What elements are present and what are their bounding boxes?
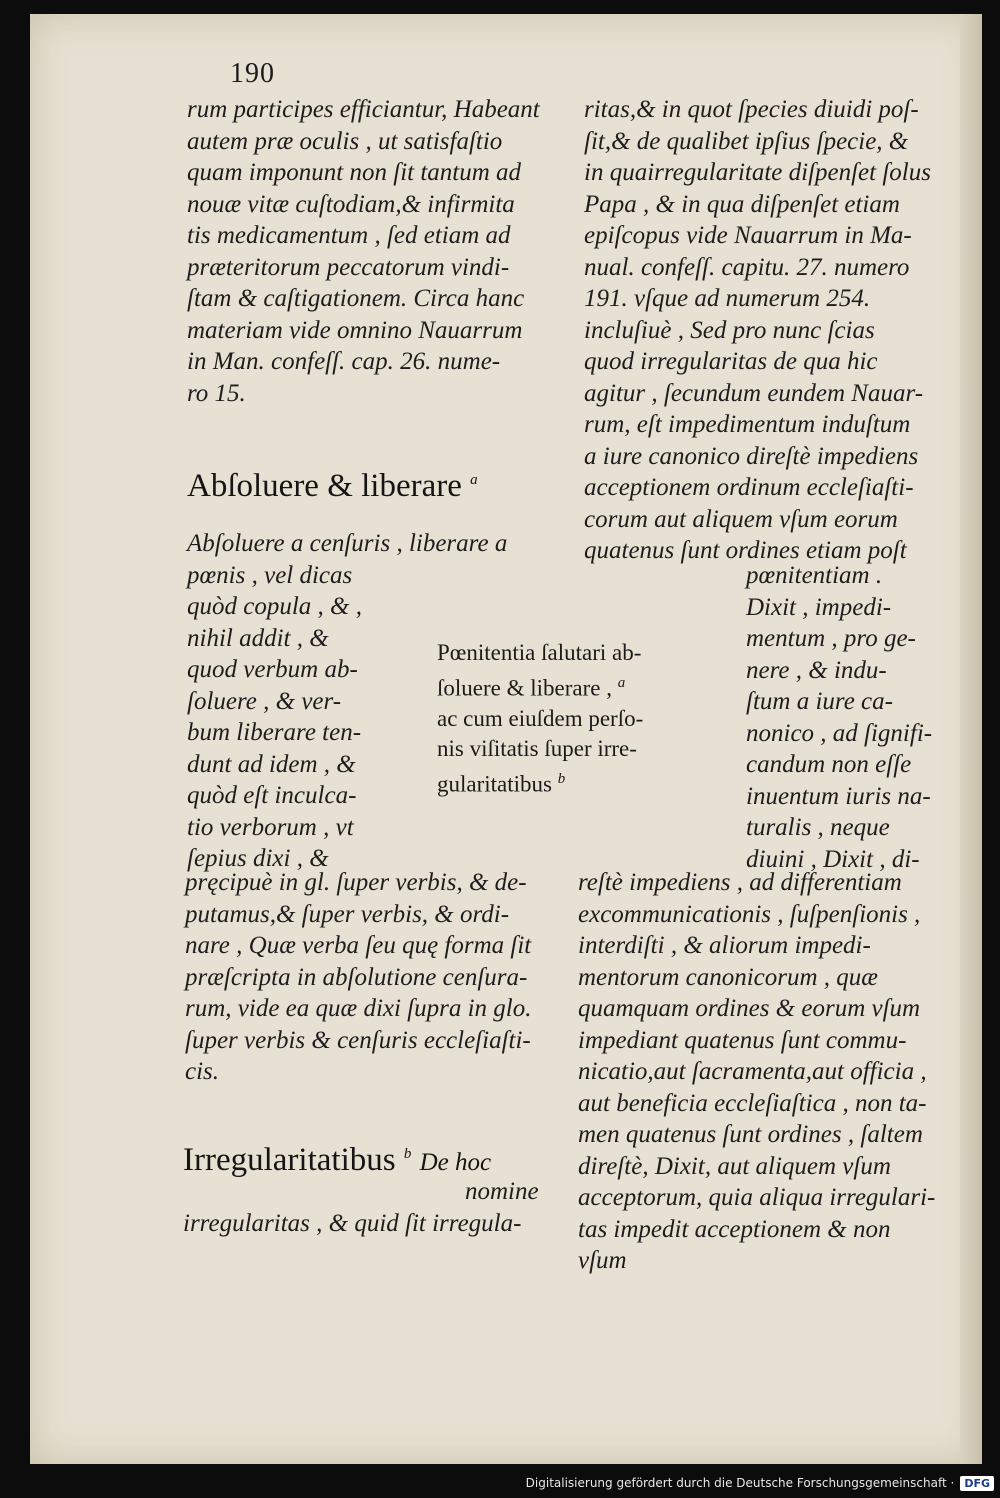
heading2-continuation <box>183 1176 539 1239</box>
text-line: Papa , & in qua diſpenſet etiam <box>584 190 900 218</box>
continuation-line: nomine <box>465 1178 539 1205</box>
gloss-mark-b: b <box>557 770 566 787</box>
right-column-top <box>584 94 949 567</box>
text-line: autem præ oculis , ut satisfaſtio <box>187 127 503 155</box>
gloss-line: Pœnitentia ſalutari ab- <box>437 640 642 665</box>
left-block-low <box>185 867 532 1088</box>
page-edge <box>960 14 982 1464</box>
text-line: agitur , ſecundum eundem Nauar- <box>584 379 924 407</box>
text-line: mentorum canonicorum , quæ <box>578 963 878 991</box>
text-line: in Man. confeſſ. cap. 26. nume- <box>187 348 501 375</box>
text-line: acceptorum, quia aliqua irregulari- <box>578 1184 936 1211</box>
gloss-line: gularitatibus $^b$ <box>437 770 566 797</box>
gloss-mark-a: a <box>617 675 626 691</box>
text-line: nare , Quæ verba ſeu quę forma ſit <box>185 932 532 959</box>
text-line: excommunicationis , ſuſpenſionis , <box>578 900 921 928</box>
heading-tail: De hoc <box>419 1149 492 1176</box>
text-line: tio verborum , vt <box>187 813 354 841</box>
footer-text: Digitalisierung gefördert durch die Deutsche Forschungsgemeinschaft · <box>525 1476 955 1490</box>
footnote-mark-b: b <box>403 1146 412 1162</box>
text-line: præſcripta in abſolutione cenſura- <box>185 963 528 991</box>
text-line: incluſiuè , Sed pro nunc ſcias <box>584 316 875 344</box>
text-line: vſum <box>578 1247 627 1274</box>
text-line: Dixit , impedi- <box>746 593 892 621</box>
text-line: ſit,& de qualibet ipſius ſpecie, & <box>584 127 909 155</box>
text-line: nual. confeſſ. capitu. 27. numero <box>584 253 910 281</box>
text-line: impediant quatenus ſunt commu- <box>578 1026 907 1054</box>
heading-irregularitatibus <box>183 1142 491 1179</box>
text-line: pręcipuè in gl. ſuper verbis, & de- <box>185 869 527 896</box>
text-line: ritas,& in quot ſpecies diuidi poſ- <box>584 96 919 123</box>
text-line: bum liberare ten- <box>187 719 362 746</box>
text-line: præteritorum peccatorum vindi- <box>187 253 510 281</box>
text-line: reſtè impediens , ad differentiam <box>578 869 902 896</box>
text-line: quamquam ordines & eorum vſum <box>578 995 921 1022</box>
text-line: nere , & indu- <box>746 656 887 684</box>
text-line: ſuper verbis & cenſuris eccleſiaſti- <box>185 1026 531 1054</box>
text-line: nouæ vitæ cuſtodiam,& infirmita <box>187 190 515 218</box>
footer-credit <box>526 1472 994 1494</box>
left-column-top <box>187 94 557 409</box>
text-line: quod verbum ab- <box>187 656 358 683</box>
heading-absoluere-text: Abſoluere & liberare <box>187 468 462 504</box>
text-line: acceptionem ordinum eccleſiaſti- <box>584 474 914 501</box>
heading-absoluere <box>187 468 478 505</box>
text-line: ſtam & caſtigationem. Circa hanc <box>187 285 525 312</box>
text-line: quòd copula , & , <box>187 593 362 620</box>
text-line: 191. vſque ad numerum 254. <box>584 285 871 312</box>
text-line: aut beneficia eccleſiaſtica , non ta- <box>578 1089 927 1117</box>
text-line: pœnis , vel dicas <box>187 561 353 589</box>
dfg-logo: DFG <box>960 1476 994 1491</box>
text-line: dunt ad idem , & <box>187 750 356 778</box>
text-line: quam imponunt non ſit tantum ad <box>187 159 522 186</box>
text-line: ro 15. <box>187 379 246 407</box>
text-line: ſtum a iure ca- <box>746 688 893 715</box>
text-line: rum, eſt impedimentum induſtum <box>584 411 911 438</box>
text-line: rum participes efficiantur, Habeant <box>187 96 540 123</box>
text-line: mentum , pro ge- <box>746 625 916 652</box>
text-line: corum aut aliquem vſum eorum <box>584 505 898 533</box>
text-line: materiam vide omnino Nauarrum <box>187 316 523 344</box>
right-block-low <box>578 867 935 1277</box>
text-line: tis medicamentum , ſed etiam ad <box>187 222 511 249</box>
gloss-line: ſoluere & liberare , $^a$ <box>437 675 626 701</box>
gloss-line: nis viſitatis ſuper irre- <box>437 735 637 761</box>
text-line: quatenus ſunt ordines etiam poſt <box>584 537 907 564</box>
text-line: rum, vide ea quæ dixi ſupra in glo. <box>185 995 532 1022</box>
text-line: quod irregularitas de qua hic <box>584 348 878 375</box>
text-line: pœnitentiam . <box>746 562 883 589</box>
footnote-mark-a: a <box>470 472 478 488</box>
text-line: Abſoluere a cenſuris , liberare a <box>187 530 508 557</box>
text-line: putamus,& ſuper verbis, & ordi- <box>185 900 510 928</box>
text-line: interdiſti , & aliorum impedi- <box>578 932 871 959</box>
text-line: direſtè, Dixit, aut aliquem vſum <box>578 1152 891 1180</box>
text-line: quòd eſt inculca- <box>187 782 357 809</box>
text-line: candum non eſſe <box>746 751 912 778</box>
page-number: 190 <box>230 58 275 89</box>
text-line: ſepius dixi , & <box>187 845 329 872</box>
text-line: ſoluere , & ver- <box>187 687 342 715</box>
text-line: a iure canonico direſtè impediens <box>584 442 919 470</box>
text-line: tas impedit acceptionem & non <box>578 1215 891 1243</box>
gloss-line: ac cum eiuſdem perſo- <box>437 705 644 731</box>
continuation-line: irregularitas , & quid ſit irregula- <box>183 1209 522 1237</box>
text-line: diuini , Dixit , di- <box>746 845 920 873</box>
text-line: cis. <box>185 1058 220 1085</box>
right-block-mid <box>746 560 932 875</box>
text-line: in quairregularitate diſpenſet ſolus <box>584 159 931 186</box>
text-line: nihil addit , & <box>187 624 329 652</box>
marginal-gloss <box>437 638 643 799</box>
heading-irregularitatibus-text: Irregularitatibus <box>183 1142 396 1178</box>
text-line: nicatio,aut ſacramenta,aut officia , <box>578 1058 927 1085</box>
text-line: nonico , ad ſignifi- <box>746 719 933 747</box>
text-line: epiſcopus vide Nauarrum in Ma- <box>584 222 912 249</box>
text-line: men quatenus ſunt ordines , ſaltem <box>578 1121 923 1148</box>
text-line: inuentum iuris na- <box>746 782 931 810</box>
text-line: turalis , neque <box>746 814 890 841</box>
